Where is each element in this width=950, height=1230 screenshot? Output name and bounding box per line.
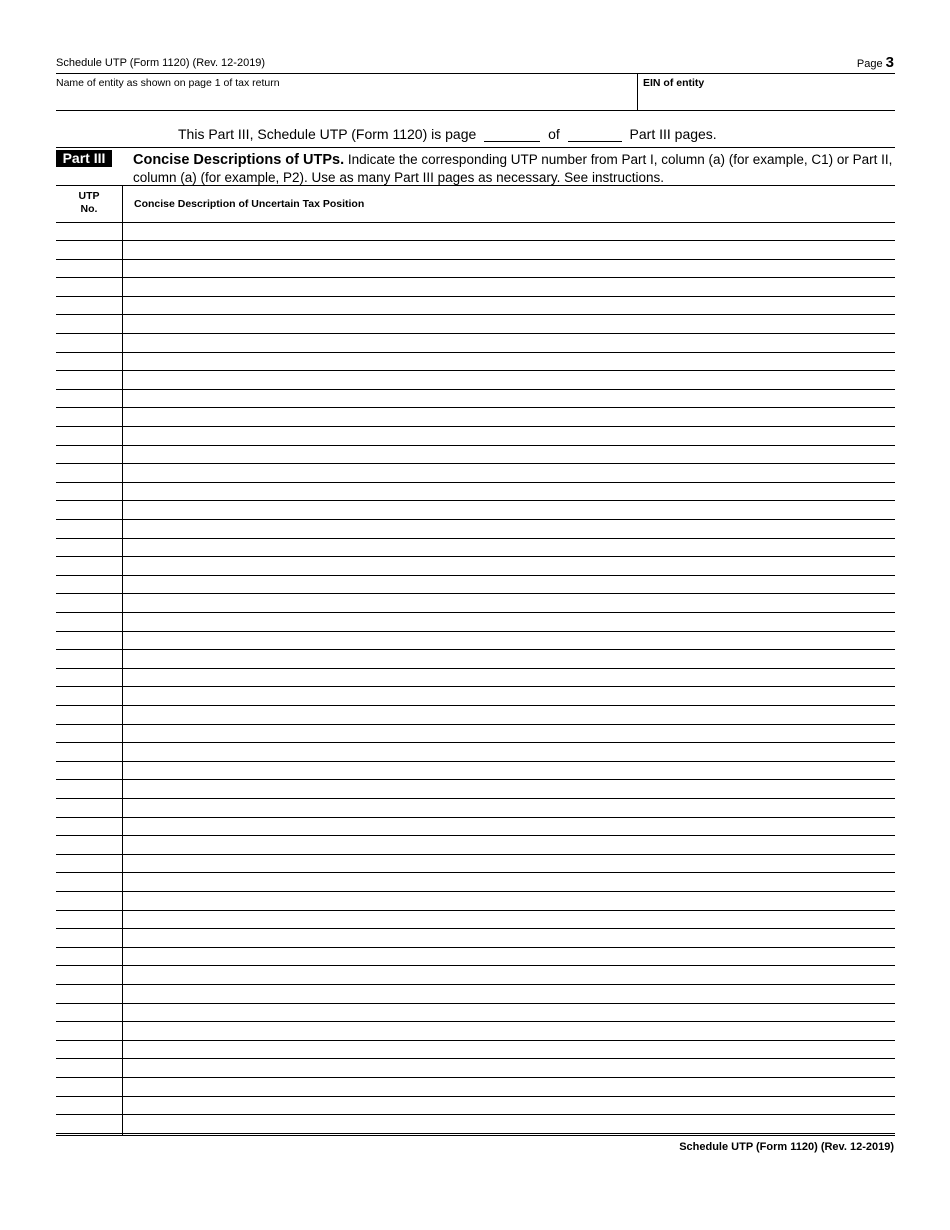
utp-description-field[interactable] (126, 708, 891, 723)
entity-name-field[interactable] (58, 90, 636, 111)
utp-description-field[interactable] (126, 801, 891, 816)
utp-description-field[interactable] (126, 1024, 891, 1039)
table-row (56, 781, 895, 799)
utp-description-field[interactable] (126, 373, 891, 388)
utp-number-field[interactable] (58, 1080, 120, 1095)
table-row (56, 986, 895, 1004)
utp-description-field[interactable] (126, 1098, 891, 1113)
utp-description-field[interactable] (126, 633, 891, 648)
utp-number-field[interactable] (58, 1061, 120, 1076)
table-row (56, 576, 895, 594)
utp-number-field[interactable] (58, 298, 120, 313)
utp-description-field[interactable] (126, 856, 891, 871)
utp-description-field[interactable] (126, 317, 891, 332)
utp-description-field[interactable] (126, 577, 891, 592)
utp-number-field[interactable] (58, 391, 120, 406)
table-row (56, 502, 895, 520)
table-row (56, 428, 895, 446)
table-row (56, 855, 895, 873)
table-row (56, 1079, 895, 1097)
table-row (56, 521, 895, 539)
utp-description-field[interactable] (126, 540, 891, 555)
table-row (56, 651, 895, 669)
table-row (56, 260, 895, 278)
table-row (56, 1116, 895, 1134)
utp-number-field[interactable] (58, 652, 120, 667)
utp-number-field[interactable] (58, 838, 120, 853)
utp-description-field[interactable] (126, 224, 891, 239)
entity-rule (56, 110, 895, 111)
utp-description-field[interactable] (126, 410, 891, 425)
form-identifier: Schedule UTP (Form 1120) (Rev. 12-2019) (56, 57, 266, 69)
table-row (56, 279, 895, 297)
utp-number-field[interactable] (58, 1042, 120, 1057)
utp-number-field[interactable] (58, 894, 120, 909)
table-row (56, 614, 895, 632)
ein-field[interactable] (641, 90, 895, 111)
utp-number-field[interactable] (58, 224, 120, 239)
utp-number-field[interactable] (58, 466, 120, 481)
table-row (56, 800, 895, 818)
utp-description-field[interactable] (126, 503, 891, 518)
utp-number-field[interactable] (58, 1024, 120, 1039)
utp-description-field[interactable] (126, 912, 891, 927)
page-count-suffix: Part III pages. (629, 126, 717, 142)
utp-number-field[interactable] (58, 373, 120, 388)
utp-description-field[interactable] (126, 615, 891, 630)
utp-description-field[interactable] (126, 987, 891, 1002)
utp-description-field[interactable] (126, 689, 891, 704)
utp-description-field[interactable] (126, 484, 891, 499)
table-row (56, 316, 895, 334)
utp-number-field[interactable] (58, 243, 120, 258)
utp-number-field[interactable] (58, 1098, 120, 1113)
table-row (56, 744, 895, 762)
table-row (56, 632, 895, 650)
table-row (56, 595, 895, 613)
ein-label: EIN of entity (643, 77, 705, 89)
table-row (56, 409, 895, 427)
utp-description-field[interactable] (126, 522, 891, 537)
utp-number-field[interactable] (58, 819, 120, 834)
utp-number-field[interactable] (58, 522, 120, 537)
page-count-prefix: This Part III, Schedule UTP (Form 1120) is page (178, 126, 477, 142)
part3-top-rule (56, 147, 895, 148)
table-row (56, 483, 895, 501)
page-label: Page (856, 58, 883, 70)
table-row (56, 390, 895, 408)
utp-number-field[interactable] (58, 875, 120, 890)
table-row (56, 837, 895, 855)
table-row (56, 669, 895, 687)
utp-description-field[interactable] (126, 391, 891, 406)
utp-header-line2: No. (80, 203, 98, 215)
utp-description-field[interactable] (126, 1005, 891, 1020)
utp-number-field[interactable] (58, 670, 120, 685)
utp-description-field[interactable] (126, 280, 891, 295)
utp-number-field[interactable] (58, 410, 120, 425)
utp-number-field[interactable] (58, 987, 120, 1002)
utp-description-field[interactable] (126, 261, 891, 276)
utp-number-field[interactable] (58, 559, 120, 574)
utp-number-field[interactable] (58, 968, 120, 983)
utp-description-field[interactable] (126, 782, 891, 797)
page-count-of: of (548, 126, 560, 142)
utp-description-field[interactable] (126, 1061, 891, 1076)
utp-description-field[interactable] (126, 875, 891, 890)
utp-number-field[interactable] (58, 745, 120, 760)
utp-number-field[interactable] (58, 615, 120, 630)
utp-number-field[interactable] (58, 429, 120, 444)
table-row (56, 372, 895, 390)
utp-number-field[interactable] (58, 261, 120, 276)
table-row (56, 874, 895, 892)
table-row (56, 446, 895, 464)
table-row (56, 242, 895, 260)
utp-description-field[interactable] (126, 1117, 891, 1132)
table-row (56, 967, 895, 985)
table-row (56, 1060, 895, 1078)
utp-number-field[interactable] (58, 912, 120, 927)
utp-number-field[interactable] (58, 726, 120, 741)
utp-number-field[interactable] (58, 317, 120, 332)
table-row (56, 893, 895, 911)
utp-number-field[interactable] (58, 856, 120, 871)
table-row (56, 707, 895, 725)
utp-number-field[interactable] (58, 931, 120, 946)
part3-page-number-field[interactable] (484, 125, 540, 142)
utp-description-field[interactable] (126, 763, 891, 778)
utp-number-field[interactable] (58, 782, 120, 797)
utp-number-field[interactable] (58, 801, 120, 816)
utp-description-field[interactable] (126, 336, 891, 351)
utp-description-field[interactable] (126, 243, 891, 258)
utp-number-field[interactable] (58, 708, 120, 723)
utp-description-field[interactable] (126, 298, 891, 313)
table-row (56, 688, 895, 706)
utp-number-field[interactable] (58, 633, 120, 648)
entity-name-label: Name of entity as shown on page 1 of tax return (56, 77, 280, 89)
table-row (56, 762, 895, 780)
utp-description-field[interactable] (126, 968, 891, 983)
utp-description-field[interactable] (126, 745, 891, 760)
utp-description-field[interactable] (126, 652, 891, 667)
part3-title: Concise Descriptions of UTPs. (133, 152, 345, 168)
part3-heading (133, 151, 893, 186)
utp-description-field[interactable] (126, 354, 891, 369)
utp-description-field[interactable] (126, 1042, 891, 1057)
utp-number-field[interactable] (58, 336, 120, 351)
table-row (56, 818, 895, 836)
table-row (56, 1004, 895, 1022)
description-column-header: Concise Description of Uncertain Tax Position (134, 198, 365, 210)
table-row (56, 539, 895, 557)
part3-total-pages-field[interactable] (568, 125, 622, 142)
utp-number-field[interactable] (58, 1005, 120, 1020)
table-row (56, 223, 895, 241)
table-row (56, 1041, 895, 1059)
utp-number-field[interactable] (58, 354, 120, 369)
table-row (56, 335, 895, 353)
utp-description-field[interactable] (126, 670, 891, 685)
utp-description-field[interactable] (126, 596, 891, 611)
table-top-rule (56, 185, 895, 186)
utp-description-field[interactable] (126, 466, 891, 481)
part3-badge: Part III (56, 150, 112, 167)
utp-number-field[interactable] (58, 763, 120, 778)
utp-description-field[interactable] (126, 838, 891, 853)
utp-number-field[interactable] (58, 447, 120, 462)
utp-description-field[interactable] (126, 819, 891, 834)
header-rule (56, 73, 895, 74)
table-row (56, 465, 895, 483)
utp-no-column-header (56, 190, 122, 216)
table-row (56, 725, 895, 743)
utp-description-field[interactable] (126, 1080, 891, 1095)
utp-description-field[interactable] (126, 949, 891, 964)
table-row (56, 1023, 895, 1041)
ein-divider (637, 74, 638, 111)
utp-number-field[interactable] (58, 280, 120, 295)
utp-number-field[interactable] (58, 1117, 120, 1132)
utp-number-field[interactable] (58, 484, 120, 499)
utp-number-field[interactable] (58, 689, 120, 704)
utp-description-field[interactable] (126, 559, 891, 574)
utp-header-line1: UTP (78, 190, 100, 202)
page-count-line (178, 125, 717, 142)
utp-description-field[interactable] (126, 447, 891, 462)
utp-number-field[interactable] (58, 577, 120, 592)
utp-description-field[interactable] (126, 726, 891, 741)
utp-number-field[interactable] (58, 540, 120, 555)
table-row (56, 930, 895, 948)
utp-number-field[interactable] (58, 596, 120, 611)
part3-instructions: Indicate the corresponding UTP number from Part I, column (a) (for example, C1) or Part II, column (a) (for example, P2). Use as many Part III pages as necessary. See instructions. (133, 152, 893, 185)
table-row (56, 911, 895, 929)
table-row (56, 1097, 895, 1115)
utp-description-field[interactable] (126, 429, 891, 444)
utp-description-field[interactable] (126, 931, 891, 946)
table-row (56, 353, 895, 371)
utp-number-field[interactable] (58, 503, 120, 518)
footer-form-identifier: Schedule UTP (Form 1120) (Rev. 12-2019) (679, 1141, 894, 1153)
page-number: 3 (885, 54, 894, 71)
table-row (56, 297, 895, 315)
utp-description-field[interactable] (126, 894, 891, 909)
table-row (56, 948, 895, 966)
page-indicator (857, 54, 894, 71)
table-bottom-rule (56, 1135, 895, 1136)
utp-number-field[interactable] (58, 949, 120, 964)
table-row (56, 558, 895, 576)
